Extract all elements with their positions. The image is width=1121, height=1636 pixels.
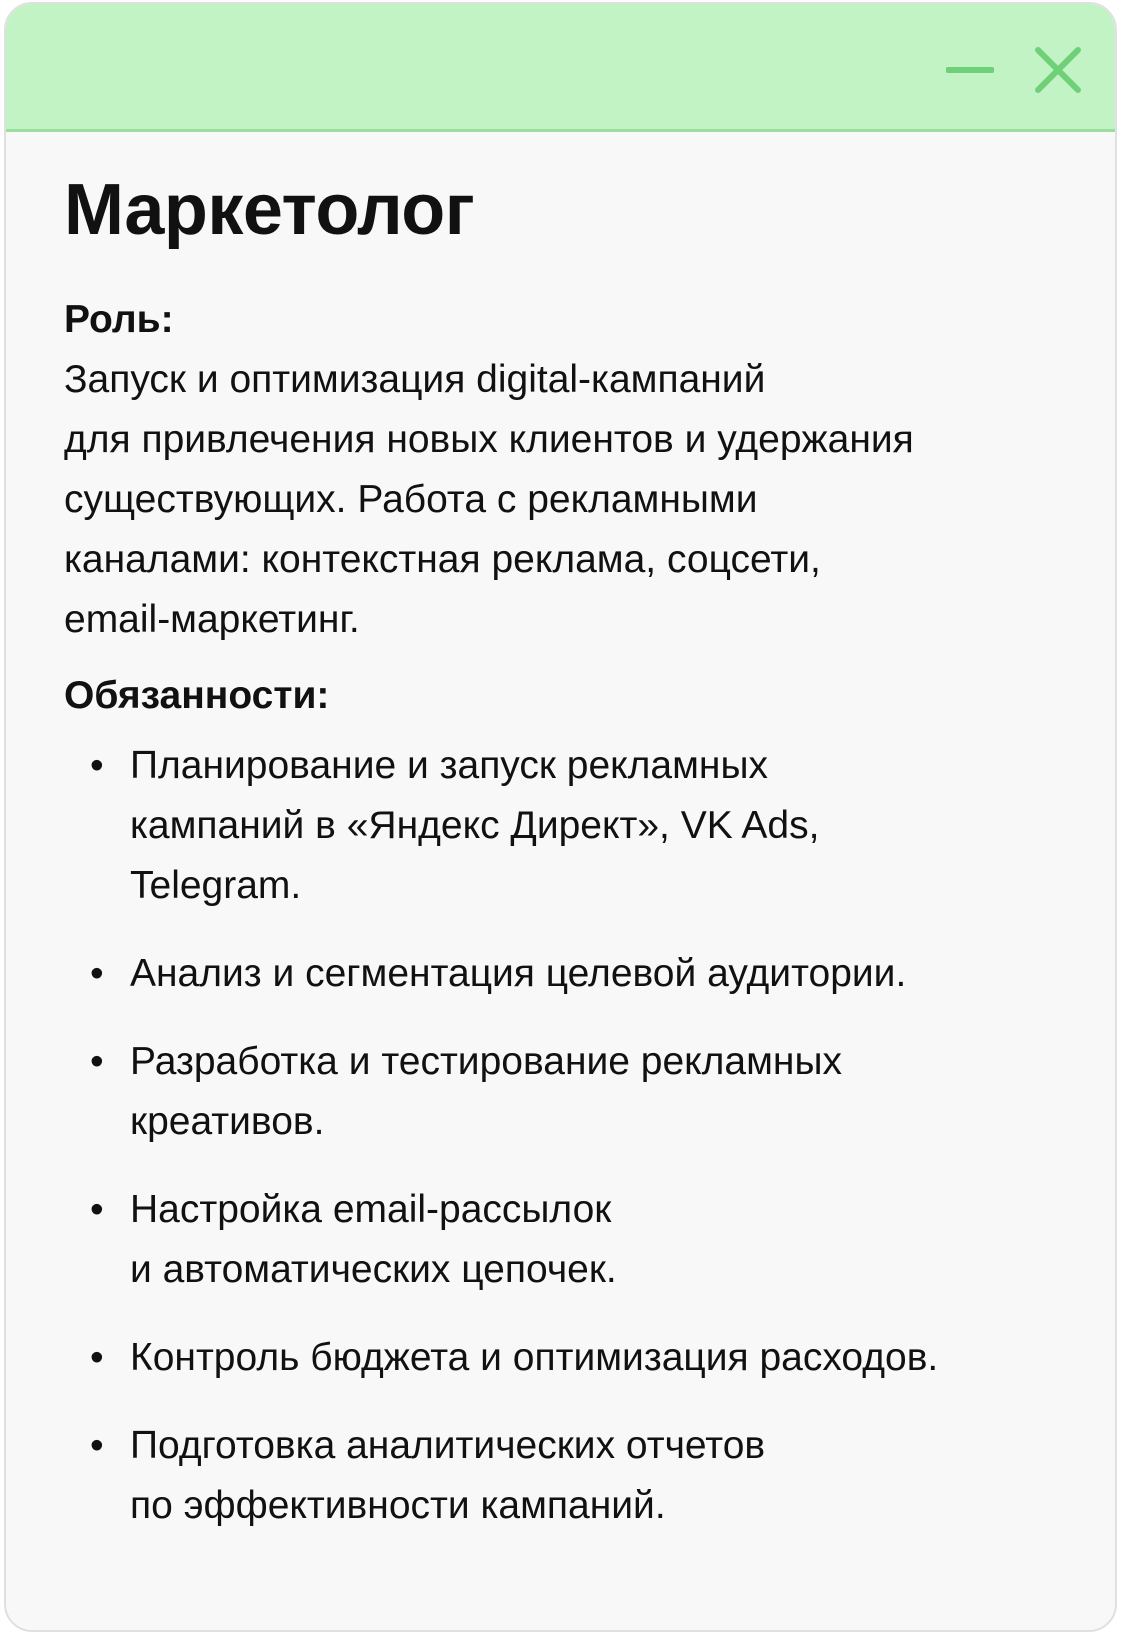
window-titlebar xyxy=(6,4,1115,132)
duty-text: Планирование и запуск рекламных xyxy=(130,744,768,787)
duty-item xyxy=(64,944,1059,1004)
role-line: существующих. Работа с рекламными xyxy=(64,478,758,521)
duty-text: Telegram. xyxy=(130,864,302,907)
role-line: Запуск и оптимизация digital-кампаний xyxy=(64,358,766,401)
job-card-window xyxy=(4,2,1117,1632)
duty-item xyxy=(64,1180,1059,1300)
bullet-icon: • xyxy=(90,1424,104,1467)
duty-text: Контроль бюджета и оптимизация расходов. xyxy=(130,1336,939,1379)
duty-text: Настройка email-рассылок xyxy=(130,1188,612,1231)
close-button[interactable] xyxy=(1032,44,1084,96)
role-label: Роль: xyxy=(64,298,174,341)
duties-list xyxy=(64,736,1059,1536)
duty-text: Разработка и тестирование рекламных xyxy=(130,1040,842,1083)
duty-text: и автоматических цепочек. xyxy=(130,1248,617,1291)
role-line: каналами: контекстная реклама, соцсети, xyxy=(64,538,821,581)
minimize-icon xyxy=(946,46,994,94)
bullet-icon: • xyxy=(90,1336,104,1379)
duty-text: Подготовка аналитических отчетов xyxy=(130,1424,766,1467)
duty-item xyxy=(64,736,1059,916)
duty-text: Анализ и сегментация целевой аудитории. xyxy=(130,952,907,995)
bullet-icon: • xyxy=(90,1188,104,1231)
job-title: Маркетолог xyxy=(64,170,475,250)
minimize-button[interactable] xyxy=(944,44,996,96)
duty-text: кампаний в «Яндекс Директ», VK Ads, xyxy=(130,804,820,847)
duties-label: Обязанности: xyxy=(64,674,330,717)
card-content xyxy=(6,132,1115,1536)
duty-item xyxy=(64,1032,1059,1152)
bullet-icon: • xyxy=(90,952,104,995)
bullet-icon: • xyxy=(90,744,104,787)
duty-item xyxy=(64,1328,1059,1388)
role-description xyxy=(64,350,1064,650)
close-icon xyxy=(1034,46,1082,94)
role-line: для привлечения новых клиентов и удержания xyxy=(64,418,914,461)
role-line: email-маркетинг. xyxy=(64,598,360,641)
duty-item xyxy=(64,1416,1059,1536)
duty-text: креативов. xyxy=(130,1100,325,1143)
bullet-icon: • xyxy=(90,1040,104,1083)
duty-text: по эффективности кампаний. xyxy=(130,1484,666,1527)
